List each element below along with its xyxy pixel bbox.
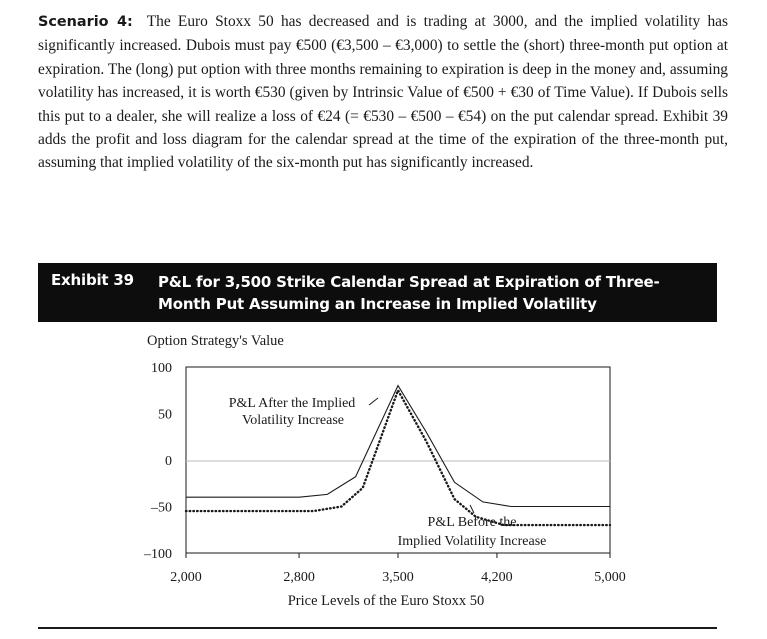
scenario-label: Scenario 4:	[38, 14, 133, 30]
x-tick-group	[170, 553, 626, 585]
annotation-after-line1: P&L After the Implied	[228, 396, 356, 411]
annotation-after-leader	[369, 398, 378, 405]
x-axis-label: Price Levels of the Euro Stoxx 50	[287, 593, 485, 609]
x-tick-label: 4,200	[481, 570, 513, 585]
annotation-before-line1: P&L Before the	[427, 515, 517, 530]
annotation-after-line2: Volatility Increase	[242, 413, 344, 428]
y-axis-label: Option Strategy's Value	[147, 333, 284, 349]
y-tick-group	[143, 361, 172, 562]
x-tick-label: 2,000	[170, 570, 202, 585]
y-tick-label: –50	[151, 500, 172, 516]
x-tick-label: 3,500	[382, 570, 414, 585]
annotation-before-leader	[470, 505, 474, 513]
y-tick-label: 100	[151, 361, 172, 376]
y-tick-label: 0	[165, 454, 172, 469]
annotation-before-line2: Implied Volatility Increase	[397, 534, 547, 549]
exhibit-title: P&L for 3,500 Strike Calendar Spread at Expiration of Three-Month Put Assuming an Increase in Implied Volatility	[158, 273, 660, 313]
exhibit-label: Exhibit 39	[51, 271, 134, 289]
x-tick-label: 5,000	[594, 570, 626, 585]
y-tick-label: 50	[158, 407, 172, 423]
x-tick-label: 2,800	[283, 570, 315, 585]
scenario-text: The Euro Stoxx 50 has decreased and is trading at 3000, and the implied volatility has significantly increased. Dubois must pay €500 (€3,500 – €3,000) to settle the (short) three-month put option at expiration. The (long) put option with three months remaining to expiration is deep in the money and, assuming volatility has increased, it is worth €530 (given by Intrinsic Value of €500 + €30 of Time Value). If Dubois sells this put to a dealer, she will realize a loss of €24 (= €530 – €500 – €54) on the put calendar spread. Exhibit 39 adds the profit and loss diagram for the calendar spread at the time of the expiration of the three-month put, assuming that implied volatility of the six-month put has significantly increased.	[38, 13, 729, 172]
y-tick-label: –100	[144, 547, 172, 562]
bottom-rule	[38, 627, 717, 629]
